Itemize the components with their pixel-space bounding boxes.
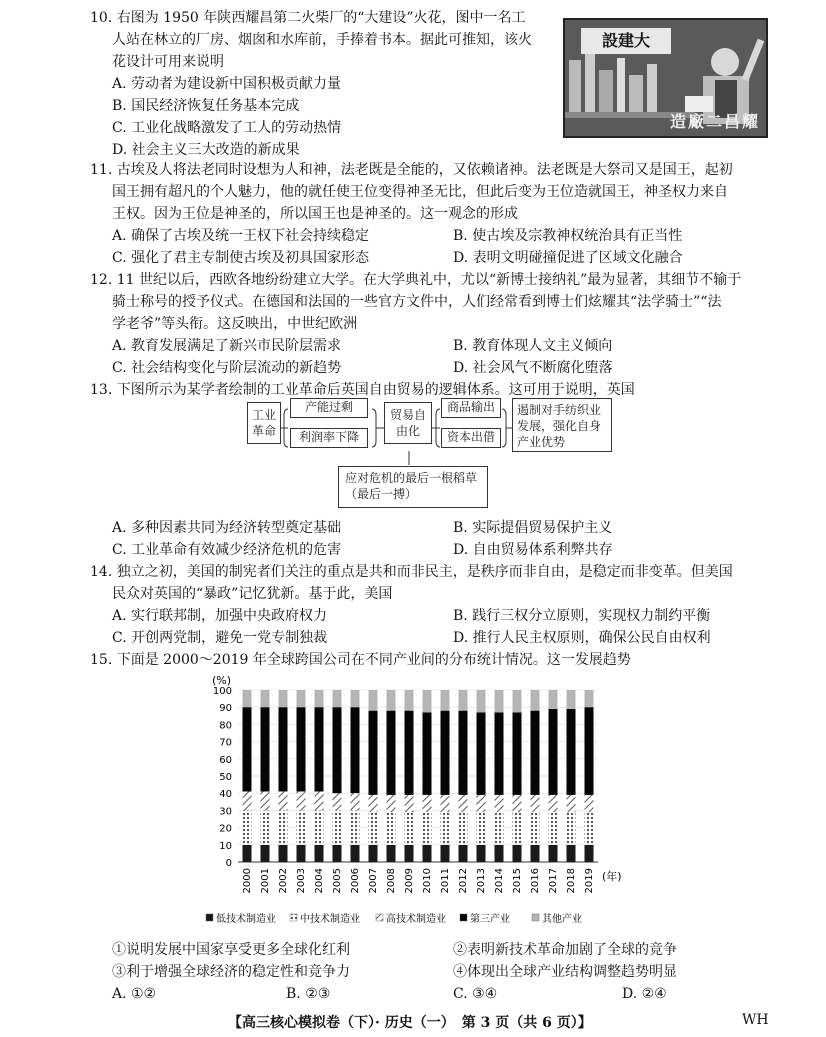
bar-segment [567, 812, 576, 845]
q12-option-c: C. 社会结构变化与阶层流动的新趋势 [112, 360, 342, 376]
bar-segment [333, 707, 342, 793]
q11-stem-line: 11. 古埃及人将法老同时设想为人和神，法老既是全能的，又依赖诸神。法老既是大祭司又是国王，起初 [90, 162, 733, 178]
node-capital-lending: 资本出借 [441, 428, 501, 448]
bar-segment [387, 690, 396, 711]
bar-segment [243, 707, 252, 791]
q12-option-a: A. 教育发展满足了新兴市民阶层需求 [112, 338, 342, 354]
x-tick-label: 2007 [368, 868, 379, 894]
q15-stem-line: 15. 下面是 2000～2019 年全球跨国公司在不同产业间的分布统计情况。这一发展趋势 [90, 652, 631, 668]
q13-stem-line: 13. 下图所示为某学者绘制的工业革命后英国自由贸易的逻辑体系。这可用于说明，英国 [90, 382, 635, 398]
x-tick-label: 2009 [404, 868, 415, 894]
y-tick-label: 0 [225, 858, 232, 869]
bar-segment [495, 845, 504, 862]
bar-segment [495, 690, 504, 712]
bar-segment [315, 791, 324, 810]
bar-segment [387, 795, 396, 812]
q10-stem-line: 10. 右图为 1950 年陕西耀昌第二火柴厂的“大建设”火花，图中一名工 [90, 10, 526, 26]
x-axis-label: (年) [602, 870, 622, 883]
q12-stem-line: 12. 11 世纪以后，西欧各地纷纷建立大学。在大学典礼中，尤以“新博士接纳礼”最为显著，其细节不输于 [90, 272, 742, 288]
q11-stem-line: 国王拥有超凡的个人魅力，他的就任使王位变得神圣无比，但此后变为王位造就国王，神圣权力来自 [112, 184, 728, 200]
bar-segment [369, 795, 378, 812]
bar-segment [351, 793, 360, 810]
x-tick-label: 2012 [458, 868, 469, 894]
node-trade-liberalization: 贸易自由化 [384, 402, 432, 444]
bar-segment [351, 707, 360, 793]
bar-segment [405, 845, 414, 862]
bar-segment [585, 812, 594, 845]
bar-segment [279, 707, 288, 791]
q14-option-d: D. 推行人民主权原则，确保公民自由权利 [453, 630, 711, 646]
bar-segment [405, 795, 414, 812]
bar-segment [423, 712, 432, 795]
bar-segment [477, 712, 486, 795]
bar-segment [405, 711, 414, 795]
bar-segment [333, 690, 342, 707]
legend-label: 中技术制造业 [300, 914, 360, 925]
q10-option-a: A. 劳动者为建设新中国积极贡献力量 [112, 76, 342, 92]
y-tick-label: 20 [219, 823, 232, 835]
bar-segment [315, 845, 324, 862]
node-industrial-revolution: 工业革命 [247, 402, 281, 444]
bar-segment [531, 845, 540, 862]
q12-option-b: B. 教育体现人文主义倾向 [453, 338, 613, 354]
q15-option-c: C. ③④ [453, 986, 498, 1002]
bar-segment [441, 845, 450, 862]
bar-segment [279, 845, 288, 862]
node-last-straw: 应对危机的最后一根稻草（最后一搏） [338, 466, 488, 508]
bar-segment [477, 812, 486, 845]
bar-segment [333, 845, 342, 862]
legend-swatch [206, 914, 213, 921]
q11-option-a: A. 确保了古埃及统一王权下社会持续稳定 [112, 228, 370, 244]
bar-segment [513, 845, 522, 862]
q14-option-a: A. 实行联邦制，加强中央政府权力 [112, 608, 328, 624]
poster-banner: 設建大 [581, 28, 671, 54]
x-tick-label: 2019 [584, 868, 595, 894]
bar-segment [405, 690, 414, 711]
bar-segment [243, 845, 252, 862]
q11-option-d: D. 表明文明碰撞促进了区域文化融合 [453, 250, 683, 266]
bar-segment [513, 795, 522, 812]
bar-segment [459, 711, 468, 795]
q13-option-b: B. 实际提倡贸易保护主义 [453, 520, 613, 536]
bar-segment [279, 690, 288, 707]
bar-segment [531, 795, 540, 812]
node-overcapacity: 产能过剩 [290, 398, 368, 418]
q15-stacked-bar-chart [198, 672, 638, 932]
q10-option-c: C. 工业化战略激发了工人的劳动热情 [112, 120, 342, 136]
q11-option-b: B. 使古埃及宗教神权统治具有正当性 [453, 228, 683, 244]
bar-segment [351, 845, 360, 862]
legend-swatch [290, 914, 297, 921]
legend-swatch [376, 914, 383, 921]
q13-option-d: D. 自由贸易体系利弊共存 [453, 542, 613, 558]
q10-stem-line: 花设计可用来说明 [112, 54, 224, 70]
x-tick-label: 2006 [350, 868, 361, 894]
bar-segment [243, 690, 252, 707]
node-profit-decline: 利润率下降 [290, 428, 368, 448]
q14-stem-line: 民众对英国的“暴政”记忆犹新。基于此，美国 [112, 586, 393, 602]
legend-swatch [532, 914, 539, 921]
q15-statement-4: ④体现出全球产业结构调整趋势明显 [453, 964, 677, 980]
bar-segment [261, 690, 270, 707]
bar-segment [315, 690, 324, 707]
x-tick-label: 2005 [332, 868, 343, 894]
x-tick-label: 2004 [314, 868, 325, 894]
bar-segment [351, 690, 360, 707]
bar-segment [549, 845, 558, 862]
bar-segment [477, 845, 486, 862]
bar-segment [549, 795, 558, 812]
bar-segment [261, 791, 270, 810]
q15-option-a: A. ①② [112, 986, 157, 1002]
bar-segment [567, 795, 576, 812]
bar-segment [423, 795, 432, 812]
bar-segment [387, 812, 396, 845]
bar-segment [459, 690, 468, 711]
matchbox-poster-image [563, 18, 768, 138]
y-tick-label: 10 [219, 840, 232, 852]
bar-segment [387, 711, 396, 795]
y-tick-label: 70 [219, 737, 232, 749]
bar-segment [477, 690, 486, 712]
q14-option-b: B. 践行三权分立原则，实现权力制约平衡 [453, 608, 711, 624]
bar-segment [261, 845, 270, 862]
bar-segment [531, 690, 540, 711]
x-tick-label: 2010 [422, 868, 433, 894]
bar-segment [297, 707, 306, 791]
x-tick-label: 2011 [440, 868, 451, 894]
x-tick-label: 2017 [548, 868, 559, 894]
x-axis-ticks [242, 868, 595, 893]
bar-segment [459, 812, 468, 845]
x-tick-label: 2003 [296, 868, 307, 894]
bar-segment [441, 812, 450, 845]
bar-segment [441, 690, 450, 711]
y-tick-label: 50 [219, 772, 232, 783]
bar-segment [243, 810, 252, 844]
q10-option-d: D. 社会主义三大改造的新成果 [112, 142, 300, 158]
bar-segment [423, 845, 432, 862]
x-tick-label: 2013 [476, 868, 487, 894]
bar-segment [513, 812, 522, 845]
y-tick-label: 100 [212, 686, 232, 697]
footer-code: WH [742, 1012, 769, 1028]
x-tick-label: 2008 [386, 868, 397, 894]
x-tick-label: 2014 [494, 868, 505, 894]
bar-segment [441, 711, 450, 795]
bar-segment [369, 845, 378, 862]
bar-segment [315, 810, 324, 844]
x-tick-label: 2000 [242, 868, 253, 894]
q10-stem-line: 人站在林立的厂房、烟囱和水库前，手捧着书本。据此可推知，该火 [112, 32, 532, 48]
x-tick-label: 2002 [278, 868, 289, 894]
bar-segment [549, 690, 558, 709]
q15-statement-2: ②表明新技术革命加剧了全球的竞争 [453, 942, 677, 958]
bar-segment [279, 791, 288, 810]
bar-segment [585, 795, 594, 812]
q15-option-b: B. ②③ [286, 986, 331, 1002]
bar-segment [405, 812, 414, 845]
bar-segment [549, 812, 558, 845]
bar-segment [243, 791, 252, 810]
y-axis-label: (%) [212, 674, 232, 687]
bar-segment [513, 712, 522, 795]
q15-option-d: D. ②④ [622, 986, 667, 1002]
legend-label: 第三产业 [470, 914, 510, 925]
bar-segment [495, 812, 504, 845]
x-tick-label: 2001 [260, 868, 271, 894]
bar-segment [261, 707, 270, 791]
x-tick-label: 2016 [530, 868, 541, 894]
bar-segment [315, 707, 324, 791]
bar-segment [369, 711, 378, 795]
bar-segment [369, 812, 378, 845]
bar-segment [531, 812, 540, 845]
y-tick-label: 60 [219, 754, 232, 766]
bar-segment [423, 812, 432, 845]
x-tick-label: 2015 [512, 868, 523, 894]
bar-segment [585, 707, 594, 795]
bar-segment [477, 795, 486, 812]
q12-stem-line: 骑士称号的授予仪式。在德国和法国的一些官方文件中，人们经常看到博士们炫耀其“法学骑士”“法 [112, 294, 722, 310]
q13-option-a: A. 多种因素共同为经济转型奠定基础 [112, 520, 342, 536]
bar-segment [567, 709, 576, 795]
bar-segment [567, 845, 576, 862]
q10-option-b: B. 国民经济恢复任务基本完成 [112, 98, 300, 114]
bar-segment [459, 795, 468, 812]
bar-segment [585, 690, 594, 707]
poster-caption: 造廠二昌耀 [669, 112, 760, 131]
q11-stem-line: 王权。因为王位是神圣的，所以国王也是神圣的。这一观念的形成 [112, 206, 518, 222]
bar-segment [261, 810, 270, 844]
bar-segment [297, 845, 306, 862]
legend-label: 低技术制造业 [216, 914, 276, 925]
q13-option-c: C. 工业革命有效减少经济危机的危害 [112, 542, 342, 558]
bar-segment [297, 810, 306, 844]
page-footer: 【高三核心模拟卷（下）· 历史（一） 第 3 页（共 6 页）】 [228, 1015, 592, 1031]
bar-segment [297, 791, 306, 810]
bar-segment [369, 690, 378, 711]
node-commodity-export: 商品输出 [441, 398, 501, 418]
bar-segment [495, 712, 504, 795]
bar-segment [333, 810, 342, 844]
bar-segment [459, 845, 468, 862]
q14-stem-line: 14. 独立之初，美国的制宪者们关注的重点是共和而非民主，是秩序而非自由，是稳定而非变革。但美国 [90, 564, 733, 580]
q15-statement-3: ③利于增强全球经济的稳定性和竞争力 [112, 964, 350, 980]
bar-segment [513, 690, 522, 712]
q14-option-c: C. 开创两党制，避免一党专制独裁 [112, 630, 328, 646]
bar-segment [567, 690, 576, 709]
bar-segment [531, 711, 540, 795]
y-tick-label: 40 [219, 789, 232, 801]
bar-segment [297, 690, 306, 707]
bar-segment [423, 690, 432, 712]
bar-segment [549, 709, 558, 795]
chart-legend [206, 912, 582, 925]
q15-statement-1: ①说明发展中国家享受更多全球化红利 [112, 942, 350, 958]
bar-segment [279, 810, 288, 844]
bar-segment [351, 810, 360, 844]
node-suppress-rivals: 遏制对手纺织业发展，强化自身产业优势 [512, 398, 612, 452]
q12-option-d: D. 社会风气不断腐化堕落 [453, 360, 613, 376]
legend-label: 其他产业 [542, 914, 582, 925]
legend-label: 高技术制造业 [386, 914, 446, 925]
q12-stem-line: 学老爷”等头衔。这反映出，中世纪欧洲 [112, 316, 358, 332]
bar-segment [333, 793, 342, 810]
legend-swatch [460, 914, 467, 921]
y-tick-label: 30 [219, 806, 232, 818]
bar-segment [495, 795, 504, 812]
bar-segment [387, 845, 396, 862]
y-tick-label: 80 [219, 720, 232, 732]
y-tick-label: 90 [219, 703, 232, 715]
bar-segment [441, 795, 450, 812]
q11-option-c: C. 强化了君主专制使古埃及初具国家形态 [112, 250, 370, 266]
bar-segment [585, 845, 594, 862]
x-tick-label: 2018 [566, 868, 577, 894]
